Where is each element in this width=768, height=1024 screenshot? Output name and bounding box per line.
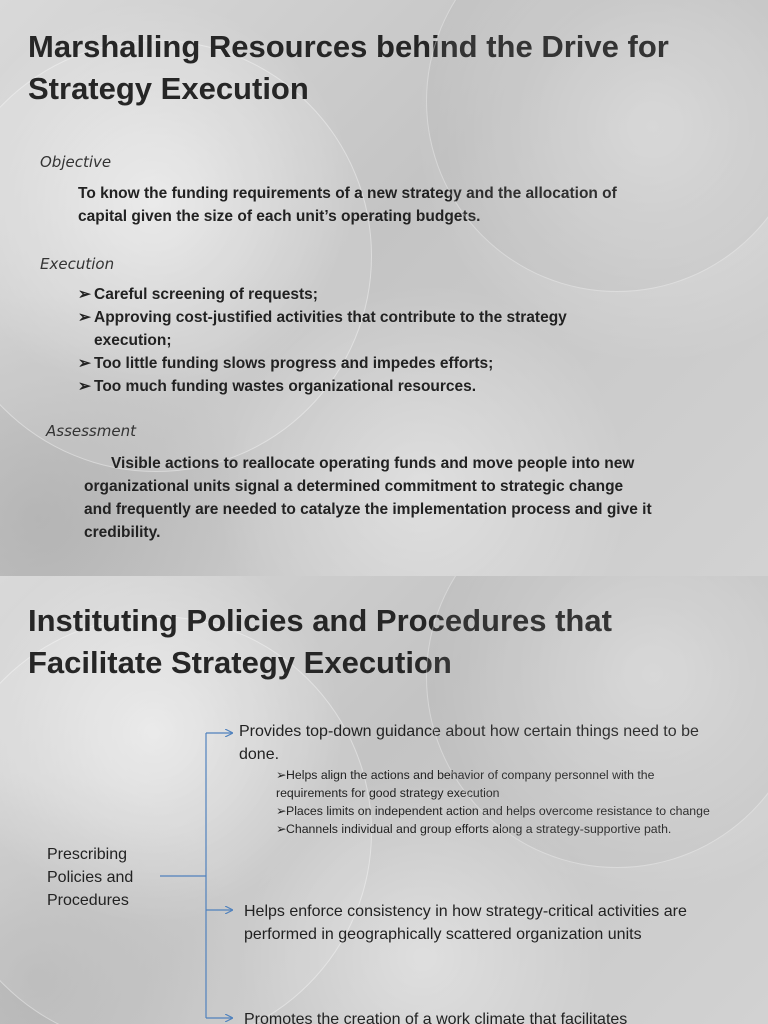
branch-1-text: Provides top-down guidance about how certain things need to be done.	[239, 723, 699, 763]
arrow-bullet-icon: ➢	[276, 768, 287, 782]
arrow-bullet-icon: ➢	[78, 286, 91, 303]
slide-title: Marshalling Resources behind the Drive for Strategy Execution	[28, 29, 669, 106]
slide-instituting-policies	[0, 576, 768, 1024]
arrow-bullet-icon: ➢	[78, 309, 91, 326]
sub-item: ➢Places limits on independent action and helps overcome resistance to change	[276, 804, 710, 818]
execution-item: ➢ Careful screening of requests;	[78, 283, 638, 306]
arrow-bullet-icon: ➢	[276, 804, 287, 818]
branch-3-text: Promotes the creation of a work climate that facilitates	[244, 1011, 628, 1024]
execution-item: ➢ Too little funding slows progress and impedes efforts;	[78, 352, 638, 375]
objective-text: To know the funding requirements of a new strategy and the allocation of capital given the size of each unit’s operating budgets.	[78, 185, 617, 225]
sub-item: ➢Helps align the actions and behavior of company personnel with the requirements for good strategy execution	[276, 768, 655, 800]
assessment-label: Assessment	[46, 422, 136, 440]
branch-1-sublist	[276, 766, 716, 838]
branch-2-text: Helps enforce consistency in how strategy-critical activities are performed in geographically scattered organization units	[244, 903, 687, 943]
execution-label: Execution	[40, 255, 115, 273]
sub-item: ➢Channels individual and group efforts along a strategy-supportive path.	[276, 822, 672, 836]
arrow-bullet-icon: ➢	[78, 378, 91, 395]
objective-label: Objective	[40, 153, 112, 171]
execution-list	[78, 283, 638, 398]
assessment-text: Visible actions to reallocate operating funds and move people into new organizational units signal a determined commitment to strategic change and frequently are needed to catalyze the implementation process and give it credibility.	[84, 455, 652, 541]
execution-item: ➢ Too much funding wastes organizational resources.	[78, 375, 638, 398]
slide-title: Instituting Policies and Procedures that Facilitate Strategy Execution	[28, 603, 612, 680]
execution-item: ➢ Approving cost-justified activities that contribute to the strategy execution;	[78, 306, 638, 352]
left-box-label: Prescribing Policies and Procedures	[47, 846, 134, 909]
arrow-bullet-icon: ➢	[78, 355, 91, 372]
arrow-bullet-icon: ➢	[276, 822, 287, 836]
